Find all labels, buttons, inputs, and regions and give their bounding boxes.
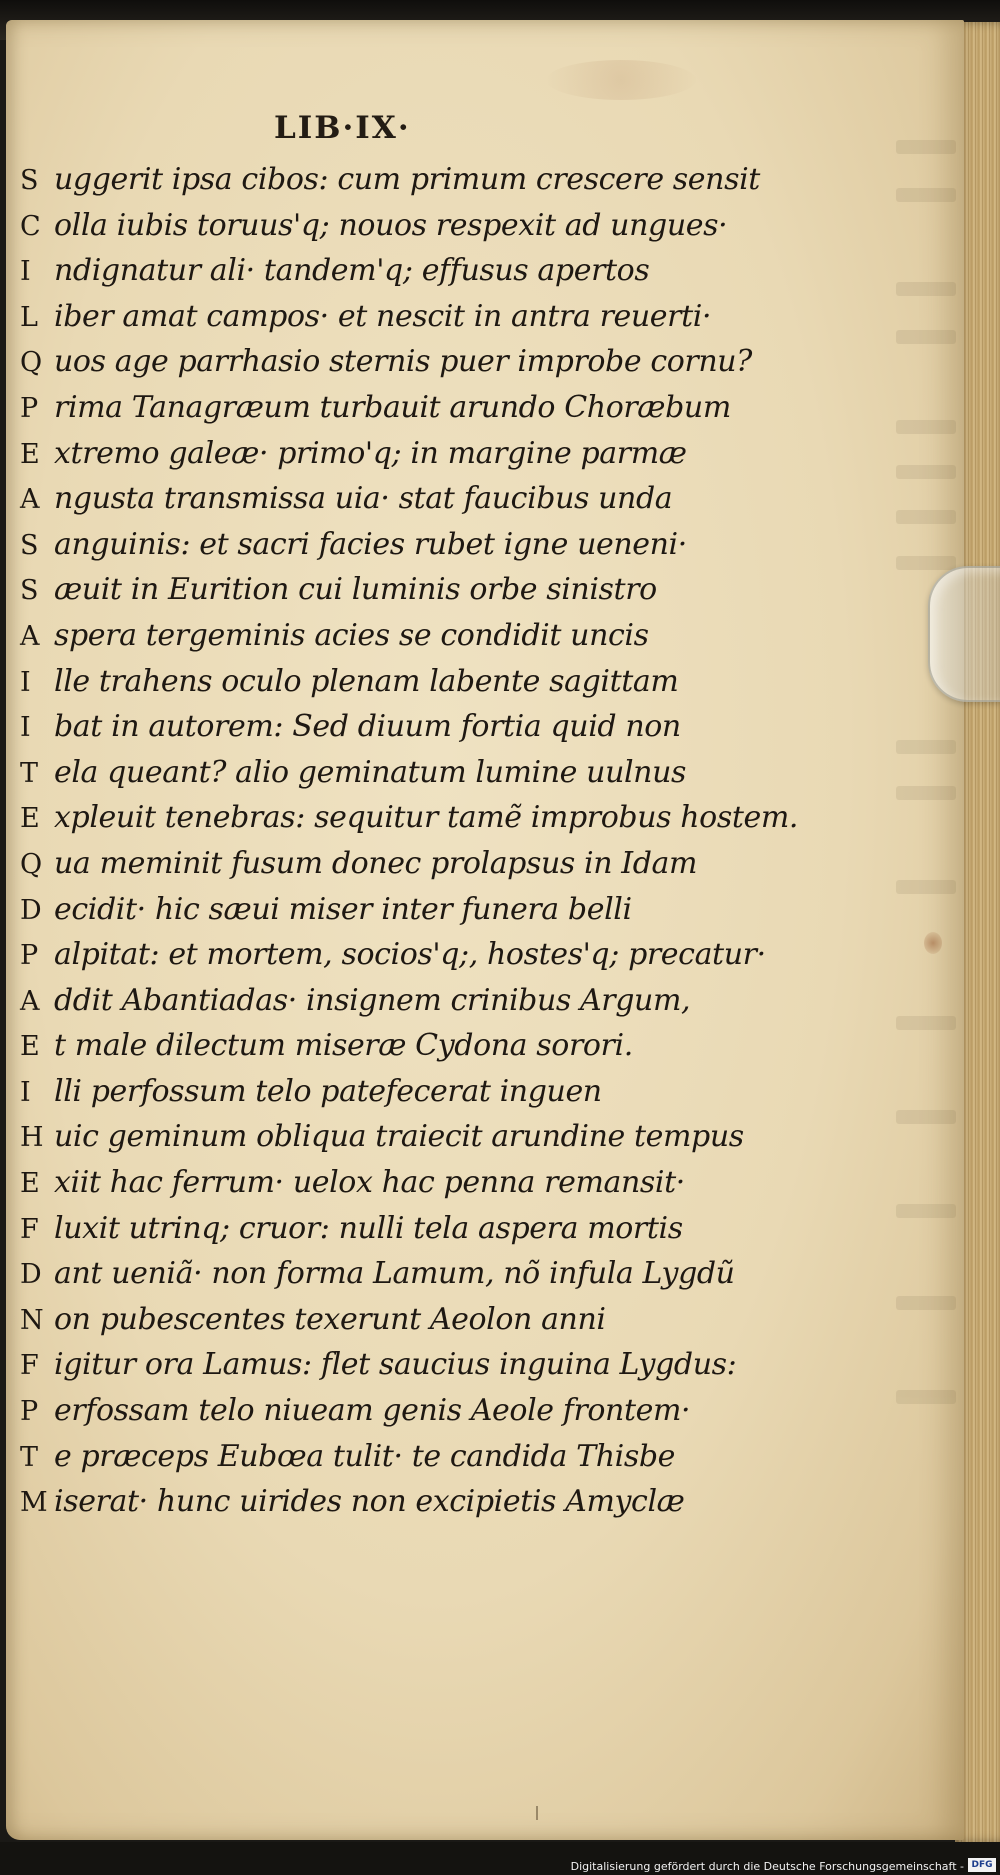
page-clip: [928, 566, 1000, 702]
verse-initial: P: [20, 1396, 38, 1428]
verse-initial: A: [20, 985, 40, 1017]
verse-text: erfossam telo niueam genis Aeole frontem·: [54, 1393, 691, 1429]
verse-initial: T: [20, 1441, 38, 1473]
verse-initial: F: [20, 1213, 39, 1245]
verse-line: [20, 1160, 760, 1206]
verse-text: lli perfossum telo patefecerat inguen: [54, 1073, 602, 1109]
verse-text: iber amat campos· et nescit in antra reuerti·: [54, 298, 712, 334]
verse-initial: S: [20, 165, 39, 196]
verse-text: anguinis: et sacri facies rubet igne ueneni·: [54, 526, 687, 562]
verse-text: ddit Abantiadas· insignem crinibus Argum,: [54, 982, 691, 1018]
verse-initial: I: [20, 256, 31, 288]
verse-text: ela queant? alio geminatum lumine uulnus: [54, 754, 687, 790]
verse-text: xpleuit tenebras: sequitur tamẽ improbus hostem.: [54, 800, 799, 836]
verse-initial: S: [20, 529, 39, 561]
verse-line: [20, 1114, 760, 1160]
verse-line: [20, 1069, 760, 1115]
verse-initial: E: [20, 438, 40, 470]
verse-initial: I: [20, 712, 31, 744]
verse-line: [20, 1388, 760, 1434]
running-header: LIB·IX·: [274, 110, 411, 146]
verse-text: on pubescentes texerunt Aeolon anni: [54, 1301, 606, 1337]
verse-initial: C: [20, 210, 41, 242]
verse-text: lle trahens oculo plenam labente sagittam: [54, 663, 679, 699]
verse-line: [20, 750, 760, 796]
verse-text: t male dilectum miseræ Cydona sorori.: [54, 1028, 633, 1064]
verse-line: [20, 522, 760, 568]
verse-initial: L: [20, 301, 38, 333]
verse-line: [20, 795, 799, 841]
verse-line: [20, 476, 760, 522]
verse-initial: T: [20, 757, 38, 789]
verse-text: ngusta transmissa uia· stat faucibus unda: [54, 481, 673, 517]
verse-line: [20, 203, 760, 249]
dfg-logo: DFG: [968, 1858, 996, 1872]
verse-initial: A: [20, 484, 40, 516]
verse-line: [20, 1434, 760, 1480]
verse-text: uic geminum obliqua traiecit arundine tempus: [54, 1119, 744, 1155]
verse-text: olla iubis toruus'q; nouos respexit ad ungues·: [54, 207, 728, 243]
verse-line: [20, 613, 760, 659]
verse-line: [20, 978, 760, 1024]
verse-text: ant ueniã· non forma Lamum, nõ infula Lygdũ: [54, 1256, 735, 1292]
verse-initial: D: [20, 894, 42, 926]
page-stain: [924, 932, 942, 954]
verse-line: [20, 567, 760, 613]
page-mark: [536, 1806, 538, 1820]
verse-initial: P: [20, 940, 38, 972]
verse-block: [20, 157, 799, 1525]
verse-text: ndignatur ali· tandem'q; effusus apertos: [54, 253, 650, 289]
verse-line: [20, 887, 760, 933]
verse-initial: E: [20, 1031, 40, 1063]
verse-line: [20, 659, 760, 705]
verse-text: ua meminit fusum donec prolapsus in Idam: [54, 845, 698, 881]
verse-text: xiit hac ferrum· uelox hac penna remansit·: [54, 1165, 685, 1201]
verse-text: æuit in Eurition cui luminis orbe sinistro: [54, 572, 657, 608]
verse-text: alpitat: et mortem, socios'q;, hostes'q; precatur·: [54, 937, 766, 973]
verse-line: [20, 339, 760, 385]
verse-initial: E: [20, 1168, 40, 1200]
verse-text: luxit utrinq; cruor: nulli tela aspera mortis: [54, 1210, 683, 1246]
verse-initial: I: [20, 666, 31, 698]
verse-line: [20, 1206, 760, 1252]
verse-line: [20, 157, 760, 203]
verse-line: [20, 1342, 760, 1388]
verse-text: uos age parrhasio sternis puer improbe cornu?: [54, 344, 752, 380]
verse-initial: A: [20, 620, 40, 652]
verse-initial: F: [20, 1350, 39, 1382]
page-stain: [546, 60, 696, 100]
verse-text: uggerit ipsa cibos: cum primum crescere sensit: [54, 162, 760, 197]
verse-initial: M: [20, 1487, 48, 1519]
verse-text: igitur ora Lamus: flet saucius inguina Lygdus:: [54, 1347, 737, 1383]
book-page: [6, 20, 964, 1840]
verse-initial: S: [20, 575, 39, 607]
verse-line: [20, 248, 760, 294]
verse-initial: I: [20, 1076, 31, 1108]
verse-text: e præceps Eubœa tulit· te candida Thisbe: [54, 1438, 675, 1474]
verse-line: [20, 294, 760, 340]
verse-line: [20, 841, 760, 887]
verse-line: [20, 932, 766, 978]
verse-initial: N: [20, 1304, 44, 1336]
verse-text: bat in autorem: Sed diuum fortia quid non: [54, 709, 681, 745]
verse-line: [20, 1023, 760, 1069]
verse-text: ecidit· hic sæui miser inter funera belli: [54, 891, 632, 927]
verse-line: [20, 704, 760, 750]
verse-text: xtremo galeæ· primo'q; in margine parmæ: [54, 435, 687, 471]
verse-initial: H: [20, 1122, 44, 1154]
verse-line: [20, 431, 760, 477]
verse-text: spera tergeminis acies se condidit uncis: [54, 617, 649, 653]
verse-line: [20, 385, 760, 431]
verse-line: [20, 1479, 760, 1525]
verse-initial: P: [20, 392, 38, 424]
verse-text: rima Tanagræum turbauit arundo Choræbum: [54, 389, 731, 425]
verse-initial: D: [20, 1259, 42, 1291]
verse-line: [20, 1297, 760, 1343]
verse-initial: E: [20, 803, 40, 835]
digitization-credit: Digitalisierung gefördert durch die Deutsche Forschungsgemeinschaft -: [570, 1860, 964, 1873]
verse-line: [20, 1251, 760, 1297]
verse-text: iserat· hunc uirides non excipietis Amyclæ: [54, 1484, 685, 1520]
verse-initial: Q: [20, 347, 42, 379]
verse-initial: Q: [20, 848, 42, 880]
